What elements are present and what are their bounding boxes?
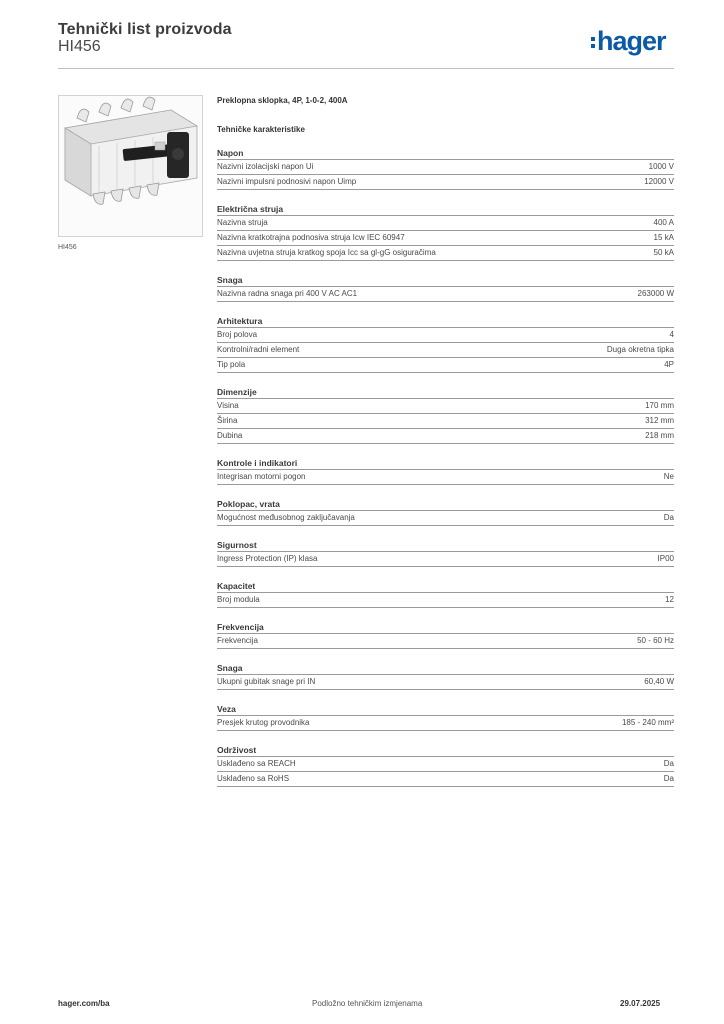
spec-section	[217, 540, 674, 567]
section-heading: Održivost	[217, 745, 674, 757]
spec-label: Ingress Protection (IP) klasa	[217, 554, 318, 563]
footer-date: 29.07.2025	[620, 999, 661, 1008]
page-title: Tehnički list proizvoda	[58, 21, 232, 38]
spec-label: Mogućnost međusobnog zaključavanja	[217, 513, 355, 522]
product-code: HI456	[58, 38, 101, 55]
section-heading: Poklopac, vrata	[217, 499, 674, 511]
section-heading: Napon	[217, 148, 674, 160]
section-heading: Veza	[217, 704, 674, 716]
spec-row	[217, 552, 674, 567]
spec-label: Nazivni impulsni podnosivi napon Uimp	[217, 177, 357, 186]
spec-row	[217, 343, 674, 358]
spec-section	[217, 704, 674, 731]
spec-row	[217, 231, 674, 246]
spec-label: Nazivna struja	[217, 218, 268, 227]
spec-label: Kontrolni/radni element	[217, 345, 300, 354]
spec-value: 312 mm	[645, 416, 674, 425]
spec-value: 60,40 W	[644, 677, 674, 686]
spec-row	[217, 634, 674, 649]
spec-value: 12000 V	[644, 177, 674, 186]
section-heading: Snaga	[217, 275, 674, 287]
spec-value: Da	[663, 513, 674, 522]
spec-value: Ne	[663, 472, 674, 481]
spec-value: Da	[663, 774, 674, 783]
spec-label: Ukupni gubitak snage pri IN	[217, 677, 316, 686]
spec-row	[217, 216, 674, 231]
header-divider	[58, 68, 674, 69]
spec-row	[217, 716, 674, 731]
spec-row	[217, 772, 674, 787]
section-heading: Električna struja	[217, 204, 674, 216]
spec-value: 263000 W	[637, 289, 674, 298]
section-heading: Frekvencija	[217, 622, 674, 634]
spec-value: 4	[669, 330, 674, 339]
spec-value: 50 kA	[653, 248, 674, 257]
spec-row	[217, 358, 674, 373]
spec-section	[217, 581, 674, 608]
spec-row	[217, 675, 674, 690]
spec-row	[217, 160, 674, 175]
spec-value: 4P	[664, 360, 674, 369]
spec-content	[217, 95, 674, 787]
spec-label: Tip pola	[217, 360, 246, 369]
section-heading: Snaga	[217, 663, 674, 675]
spec-row	[217, 328, 674, 343]
spec-label: Broj modula	[217, 595, 260, 604]
spec-section	[217, 499, 674, 526]
spec-section	[217, 387, 674, 444]
spec-row	[217, 287, 674, 302]
spec-row	[217, 593, 674, 608]
spec-value: Duga okretna tipka	[606, 345, 674, 354]
spec-row	[217, 511, 674, 526]
spec-row	[217, 175, 674, 190]
spec-row	[217, 429, 674, 444]
spec-value: 12	[665, 595, 674, 604]
spec-value: 15 kA	[653, 233, 674, 242]
spec-section	[217, 204, 674, 261]
spec-section	[217, 663, 674, 690]
section-heading: Dimenzije	[217, 387, 674, 399]
spec-label: Nazivni izolacijski napon Ui	[217, 162, 314, 171]
spec-section	[217, 458, 674, 485]
spec-value: 1000 V	[648, 162, 674, 171]
product-image-caption: HI456	[58, 244, 77, 251]
characteristics-title: Tehničke karakteristike	[217, 125, 305, 134]
spec-row	[217, 414, 674, 429]
spec-section	[217, 745, 674, 787]
spec-value: 400 A	[653, 218, 674, 227]
spec-section	[217, 275, 674, 302]
spec-label: Integrisan motorni pogon	[217, 472, 306, 481]
spec-label: Presjek krutog provodnika	[217, 718, 310, 727]
spec-label: Nazivna kratkotrajna podnosiva struja Icw IEC 60947	[217, 233, 405, 242]
spec-row	[217, 757, 674, 772]
spec-label: Usklađeno sa RoHS	[217, 774, 290, 783]
spec-row	[217, 470, 674, 485]
product-image	[58, 95, 203, 237]
section-heading: Kontrole i indikatori	[217, 458, 674, 470]
spec-row	[217, 399, 674, 414]
spec-label: Dubina	[217, 431, 243, 440]
spec-section	[217, 622, 674, 649]
footer-notice: Podložno tehničkim izmjenama	[312, 999, 423, 1008]
spec-label: Širina	[217, 416, 238, 425]
spec-value: Da	[663, 759, 674, 768]
section-heading: Kapacitet	[217, 581, 674, 593]
spec-section	[217, 148, 674, 190]
hager-logo[interactable]	[591, 26, 675, 58]
spec-value: 170 mm	[645, 401, 674, 410]
spec-label: Nazivna radna snaga pri 400 V AC AC1	[217, 289, 358, 298]
logo-dots-icon	[591, 37, 595, 48]
spec-row	[217, 246, 674, 261]
spec-label: Frekvencija	[217, 636, 258, 645]
footer-website[interactable]: hager.com/ba	[58, 999, 110, 1008]
spec-value: IP00	[657, 554, 674, 563]
section-heading: Sigurnost	[217, 540, 674, 552]
spec-section	[217, 316, 674, 373]
spec-label: Visina	[217, 401, 239, 410]
spec-value: 218 mm	[645, 431, 674, 440]
section-heading: Arhitektura	[217, 316, 674, 328]
spec-value: 185 - 240 mm²	[621, 718, 674, 727]
product-description: Preklopna sklopka, 4P, 1-0-2, 400A	[217, 96, 348, 105]
spec-sections	[217, 148, 674, 787]
spec-label: Nazivna uvjetna struja kratkog spoja Icc sa gl-gG osiguračima	[217, 248, 436, 257]
spec-label: Broj polova	[217, 330, 258, 339]
logo-text: hager	[597, 26, 666, 56]
spec-value: 50 - 60 Hz	[637, 636, 674, 645]
spec-label: Usklađeno sa REACH	[217, 759, 296, 768]
